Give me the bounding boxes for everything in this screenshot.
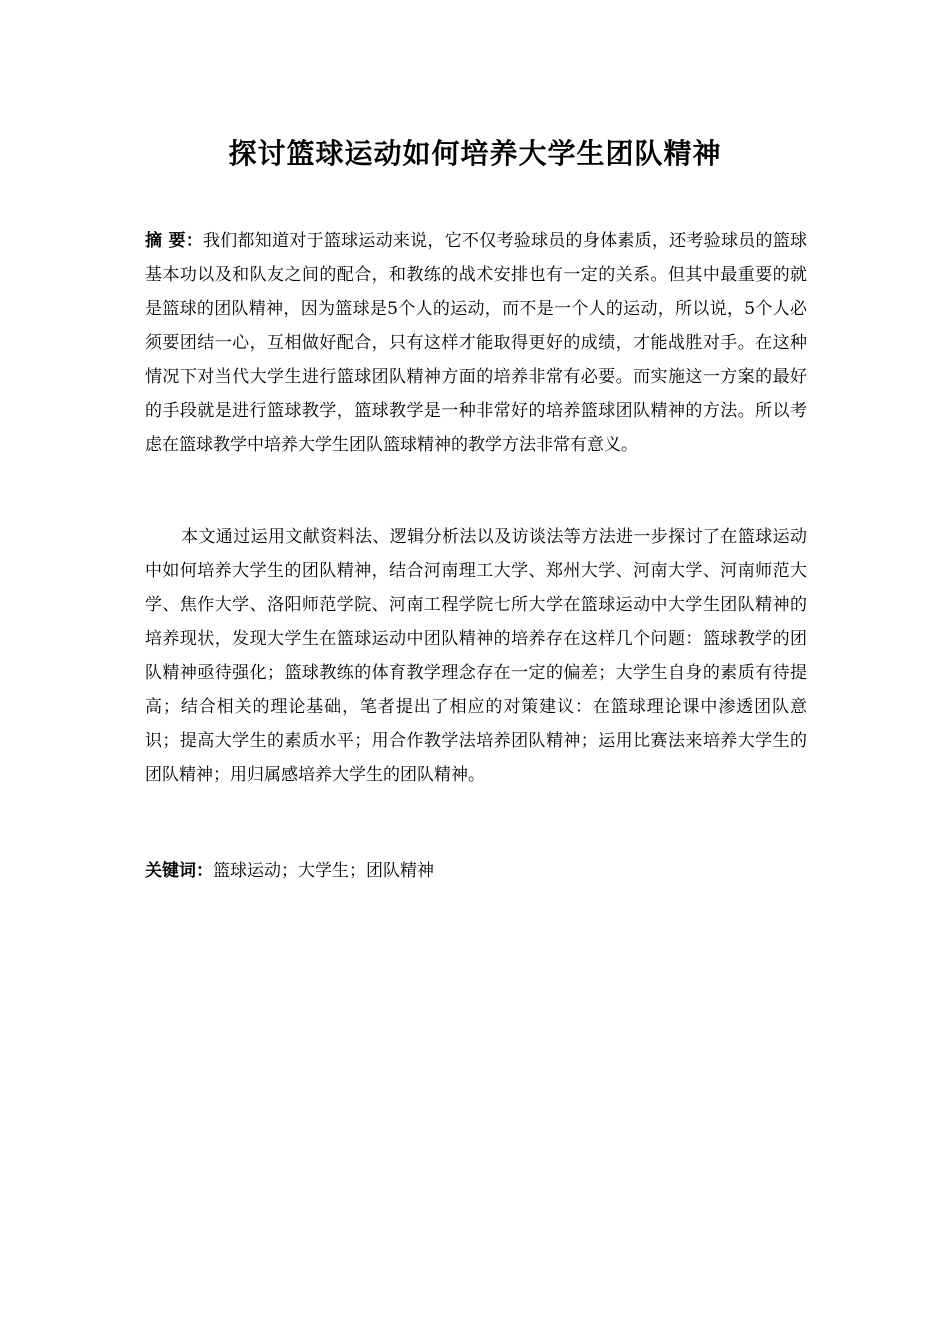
document-title: 探讨篮球运动如何培养大学生团队精神 bbox=[228, 137, 722, 170]
abstract-text-1: 我们都知道对于篮球运动来说，它不仅考验球员的身体素质，还考验球员的篮球基本功以及和队友之间的配合，和教练的战术安排也有一定的关系。但其中最重要的就是篮球的团队精神，因为篮球是5个人的运动，而不是一个人的运动，所以说，5个人必须要团结一心，互相做好配合，只有这样才能取得更好的成绩，才能战胜对手。在这种情况下对当代大学生进行篮球团队精神方面的培养非常有必要。而实施这一方案的最好的手段就是进行篮球教学，篮球教学是一种非常好的培养篮球团队精神的方法。所以考虑在篮球教学中培养大学生团队篮球精神的教学方法非常有意义。 bbox=[145, 231, 808, 455]
keywords-line bbox=[145, 854, 807, 888]
keywords-label: 关键词： bbox=[145, 861, 213, 881]
abstract-label: 摘 要： bbox=[145, 231, 203, 251]
abstract-paragraph-1 bbox=[145, 224, 807, 462]
abstract-paragraph-2: 本文通过运用文献资料法、逻辑分析法以及访谈法等方法进一步探讨了在篮球运动中如何培养大学生的团队精神，结合河南理工大学、郑州大学、河南大学、河南师范大学、焦作大学、洛阳师范学院、河南工程学院七所大学在篮球运动中大学生团队精神的培养现状，发现大学生在篮球运动中团队精神的培养存在这样几个问题：篮球教学的团队精神亟待强化；篮球教练的体育教学理念存在一定的偏差；大学生自身的素质有待提高；结合相关的理论基础，笔者提出了相应的对策建议：在篮球理论课中渗透团队意识；提高大学生的素质水平；用合作教学法培养团队精神；运用比赛法来培养大学生的团队精神；用归属感培养大学生的团队精神。 bbox=[145, 527, 807, 785]
keywords-text: 篮球运动；大学生；团队精神 bbox=[213, 861, 434, 881]
